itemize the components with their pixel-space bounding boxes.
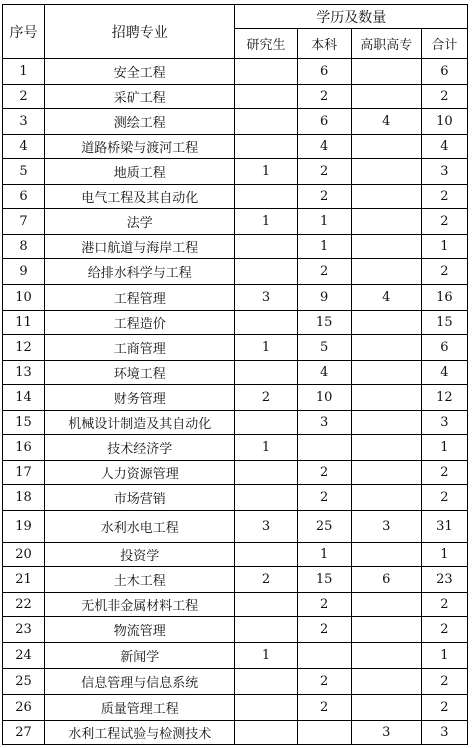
- cell-total: 2: [421, 695, 467, 721]
- cell-no: 26: [3, 695, 45, 721]
- cell-major: 安全工程: [45, 59, 235, 85]
- cell-major: 给排水科学与工程: [45, 259, 235, 285]
- cell-graduate: [235, 109, 297, 135]
- cell-major: 水利工程试验与检测技术: [45, 721, 235, 745]
- table-row: [3, 159, 468, 185]
- cell-total: 31: [421, 511, 467, 543]
- cell-no: 2: [3, 85, 45, 109]
- cell-total: 1: [421, 543, 467, 567]
- cell-total: 10: [421, 109, 467, 135]
- header-graduate: 研究生: [235, 29, 297, 59]
- cell-bachelor: 3: [297, 411, 351, 435]
- table-row: [3, 485, 468, 511]
- cell-no: 22: [3, 593, 45, 617]
- table-row: [3, 209, 468, 235]
- cell-no: 18: [3, 485, 45, 511]
- cell-graduate: 2: [235, 385, 297, 411]
- cell-major: 质量管理工程: [45, 695, 235, 721]
- cell-bachelor: 9: [297, 285, 351, 311]
- table-row: [3, 259, 468, 285]
- cell-bachelor: 2: [297, 159, 351, 185]
- cell-bachelor: 1: [297, 209, 351, 235]
- cell-total: 3: [421, 721, 467, 745]
- cell-vocational: [351, 85, 421, 109]
- cell-total: 1: [421, 643, 467, 669]
- cell-bachelor: 2: [297, 485, 351, 511]
- cell-total: 2: [421, 185, 467, 209]
- cell-major: 无机非金属材料工程: [45, 593, 235, 617]
- table-row: [3, 135, 468, 159]
- table-row: [3, 567, 468, 593]
- table-row: [3, 85, 468, 109]
- cell-bachelor: [297, 435, 351, 461]
- cell-bachelor: 10: [297, 385, 351, 411]
- cell-total: 4: [421, 135, 467, 159]
- table-row: [3, 361, 468, 385]
- cell-no: 21: [3, 567, 45, 593]
- cell-graduate: [235, 185, 297, 209]
- cell-total: 6: [421, 59, 467, 85]
- cell-graduate: [235, 311, 297, 335]
- cell-vocational: [351, 385, 421, 411]
- cell-bachelor: 5: [297, 335, 351, 361]
- cell-no: 13: [3, 361, 45, 385]
- cell-major: 土木工程: [45, 567, 235, 593]
- cell-bachelor: 6: [297, 109, 351, 135]
- cell-no: 23: [3, 617, 45, 643]
- cell-vocational: 4: [351, 285, 421, 311]
- cell-graduate: [235, 135, 297, 159]
- cell-vocational: [351, 669, 421, 695]
- header-bachelor: 本科: [297, 29, 351, 59]
- cell-no: 27: [3, 721, 45, 745]
- table-header: [3, 5, 468, 59]
- cell-total: 2: [421, 209, 467, 235]
- cell-vocational: [351, 361, 421, 385]
- cell-major: 财务管理: [45, 385, 235, 411]
- cell-bachelor: 2: [297, 617, 351, 643]
- cell-major: 地质工程: [45, 159, 235, 185]
- table-row: [3, 721, 468, 745]
- cell-graduate: [235, 485, 297, 511]
- cell-bachelor: 2: [297, 259, 351, 285]
- table-row: [3, 543, 468, 567]
- cell-no: 25: [3, 669, 45, 695]
- cell-total: 3: [421, 159, 467, 185]
- cell-graduate: [235, 361, 297, 385]
- cell-bachelor: [297, 643, 351, 669]
- table-row: [3, 411, 468, 435]
- cell-total: 2: [421, 485, 467, 511]
- cell-total: 4: [421, 361, 467, 385]
- cell-major: 采矿工程: [45, 85, 235, 109]
- table-row: [3, 643, 468, 669]
- cell-bachelor: 15: [297, 567, 351, 593]
- cell-major: 投资学: [45, 543, 235, 567]
- table-row: [3, 511, 468, 543]
- cell-graduate: [235, 461, 297, 485]
- cell-graduate: 1: [235, 643, 297, 669]
- header-total: 合计: [421, 29, 467, 59]
- cell-major: 信息管理与信息系统: [45, 669, 235, 695]
- table-row: [3, 435, 468, 461]
- cell-bachelor: 2: [297, 185, 351, 209]
- cell-total: 2: [421, 259, 467, 285]
- cell-graduate: [235, 593, 297, 617]
- cell-vocational: [351, 259, 421, 285]
- cell-major: 电气工程及其自动化: [45, 185, 235, 209]
- cell-vocational: [351, 411, 421, 435]
- cell-bachelor: 2: [297, 85, 351, 109]
- cell-vocational: [351, 209, 421, 235]
- header-no: 序号: [3, 5, 45, 59]
- cell-no: 12: [3, 335, 45, 361]
- cell-bachelor: 15: [297, 311, 351, 335]
- cell-vocational: [351, 593, 421, 617]
- cell-no: 14: [3, 385, 45, 411]
- cell-bachelor: 2: [297, 461, 351, 485]
- table-row: [3, 617, 468, 643]
- cell-vocational: [351, 435, 421, 461]
- cell-bachelor: 2: [297, 669, 351, 695]
- cell-vocational: 3: [351, 511, 421, 543]
- cell-no: 16: [3, 435, 45, 461]
- recruitment-table: [2, 4, 468, 745]
- cell-no: 11: [3, 311, 45, 335]
- table-row: [3, 593, 468, 617]
- header-degree-group: 学历及数量: [235, 5, 468, 29]
- cell-graduate: 1: [235, 209, 297, 235]
- cell-graduate: [235, 259, 297, 285]
- table-row: [3, 461, 468, 485]
- cell-no: 9: [3, 259, 45, 285]
- cell-graduate: 1: [235, 335, 297, 361]
- cell-vocational: 4: [351, 109, 421, 135]
- cell-total: 2: [421, 85, 467, 109]
- cell-major: 道路桥梁与渡河工程: [45, 135, 235, 159]
- cell-no: 20: [3, 543, 45, 567]
- cell-bachelor: 4: [297, 135, 351, 159]
- cell-bachelor: 4: [297, 361, 351, 385]
- cell-graduate: 2: [235, 567, 297, 593]
- cell-graduate: [235, 543, 297, 567]
- cell-vocational: [351, 235, 421, 259]
- cell-total: 1: [421, 435, 467, 461]
- table-row: [3, 109, 468, 135]
- cell-major: 港口航道与海岸工程: [45, 235, 235, 259]
- cell-major: 技术经济学: [45, 435, 235, 461]
- table-row: [3, 285, 468, 311]
- cell-graduate: [235, 721, 297, 745]
- cell-major: 工商管理: [45, 335, 235, 361]
- cell-major: 新闻学: [45, 643, 235, 669]
- cell-vocational: [351, 543, 421, 567]
- cell-graduate: [235, 59, 297, 85]
- cell-graduate: [235, 235, 297, 259]
- table-row: [3, 695, 468, 721]
- table-row: [3, 59, 468, 85]
- cell-major: 法学: [45, 209, 235, 235]
- cell-no: 15: [3, 411, 45, 435]
- cell-total: 23: [421, 567, 467, 593]
- cell-vocational: [351, 335, 421, 361]
- cell-graduate: [235, 411, 297, 435]
- cell-major: 水利水电工程: [45, 511, 235, 543]
- cell-vocational: 3: [351, 721, 421, 745]
- cell-no: 3: [3, 109, 45, 135]
- cell-major: 工程管理: [45, 285, 235, 311]
- cell-no: 8: [3, 235, 45, 259]
- table-body: [3, 59, 468, 745]
- cell-no: 17: [3, 461, 45, 485]
- cell-major: 环境工程: [45, 361, 235, 385]
- cell-total: 1: [421, 235, 467, 259]
- cell-vocational: [351, 59, 421, 85]
- header-major: 招聘专业: [45, 5, 235, 59]
- cell-total: 12: [421, 385, 467, 411]
- cell-vocational: [351, 695, 421, 721]
- cell-vocational: [351, 643, 421, 669]
- cell-major: 物流管理: [45, 617, 235, 643]
- cell-no: 1: [3, 59, 45, 85]
- cell-total: 16: [421, 285, 467, 311]
- cell-vocational: [351, 485, 421, 511]
- table-row: [3, 235, 468, 259]
- cell-graduate: 3: [235, 511, 297, 543]
- cell-bachelor: 1: [297, 543, 351, 567]
- cell-graduate: 1: [235, 159, 297, 185]
- cell-graduate: 1: [235, 435, 297, 461]
- cell-vocational: [351, 135, 421, 159]
- cell-bachelor: 2: [297, 593, 351, 617]
- cell-vocational: [351, 159, 421, 185]
- cell-total: 2: [421, 617, 467, 643]
- cell-total: 6: [421, 335, 467, 361]
- cell-no: 19: [3, 511, 45, 543]
- cell-vocational: [351, 461, 421, 485]
- cell-total: 15: [421, 311, 467, 335]
- cell-graduate: 3: [235, 285, 297, 311]
- cell-graduate: [235, 85, 297, 109]
- cell-no: 4: [3, 135, 45, 159]
- cell-vocational: [351, 185, 421, 209]
- cell-total: 2: [421, 593, 467, 617]
- cell-total: 2: [421, 461, 467, 485]
- cell-vocational: [351, 617, 421, 643]
- cell-bachelor: 25: [297, 511, 351, 543]
- cell-bachelor: [297, 721, 351, 745]
- table-row: [3, 669, 468, 695]
- table-row: [3, 311, 468, 335]
- cell-no: 6: [3, 185, 45, 209]
- cell-major: 人力资源管理: [45, 461, 235, 485]
- table-row: [3, 335, 468, 361]
- cell-major: 机械设计制造及其自动化: [45, 411, 235, 435]
- cell-no: 24: [3, 643, 45, 669]
- cell-total: 2: [421, 669, 467, 695]
- table-row: [3, 185, 468, 209]
- cell-graduate: [235, 669, 297, 695]
- cell-bachelor: 2: [297, 695, 351, 721]
- header-vocational: 高职高专: [351, 29, 421, 59]
- cell-graduate: [235, 617, 297, 643]
- table-row: [3, 385, 468, 411]
- cell-major: 市场营销: [45, 485, 235, 511]
- cell-no: 5: [3, 159, 45, 185]
- cell-bachelor: 6: [297, 59, 351, 85]
- cell-vocational: 6: [351, 567, 421, 593]
- cell-graduate: [235, 695, 297, 721]
- cell-vocational: [351, 311, 421, 335]
- cell-major: 工程造价: [45, 311, 235, 335]
- cell-bachelor: 1: [297, 235, 351, 259]
- cell-major: 测绘工程: [45, 109, 235, 135]
- cell-no: 7: [3, 209, 45, 235]
- cell-no: 10: [3, 285, 45, 311]
- cell-total: 3: [421, 411, 467, 435]
